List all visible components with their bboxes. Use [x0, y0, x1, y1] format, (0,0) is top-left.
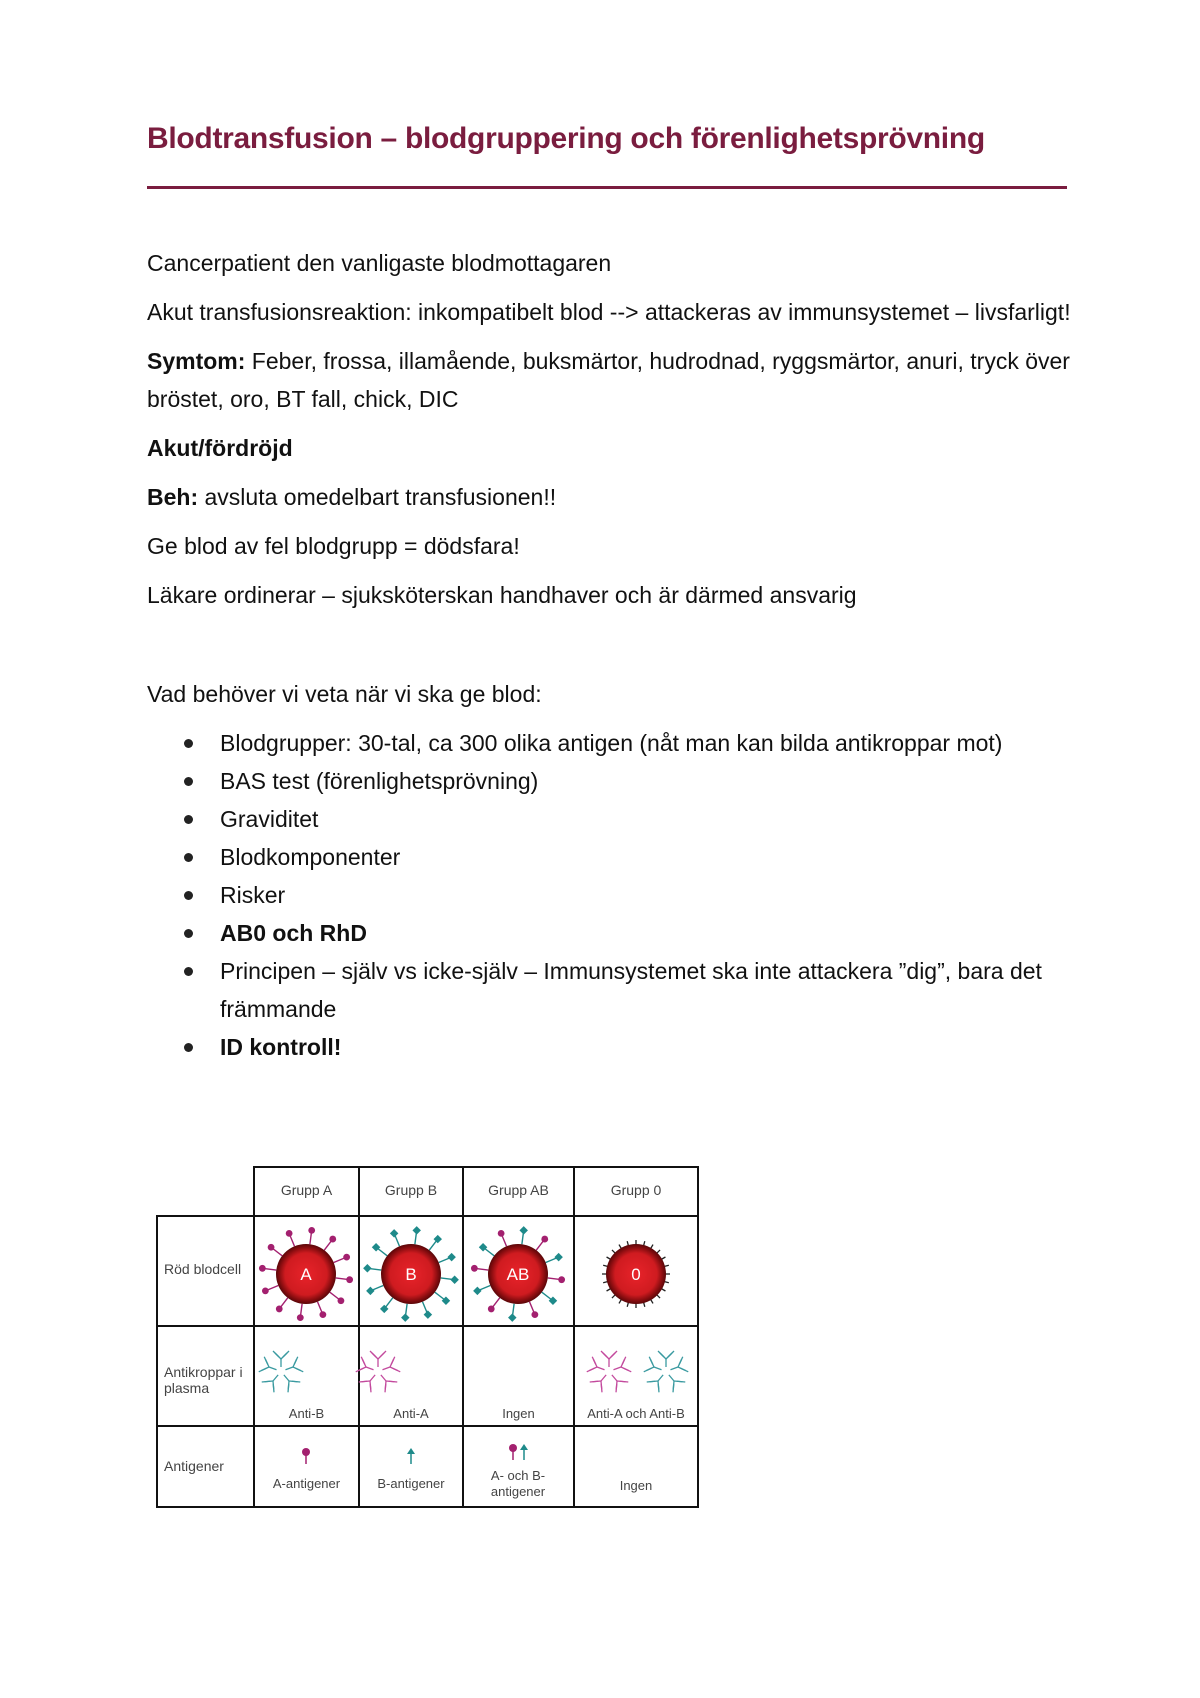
antibody-icon [658, 1351, 674, 1367]
b-antigen-icon [520, 1444, 528, 1450]
a-antigen-icon [262, 1287, 269, 1294]
a-antigen-icon [276, 1306, 283, 1313]
a-antigen-icon [268, 1244, 275, 1251]
bullet-icon [184, 815, 193, 824]
blood-cells-illustration [156, 1166, 706, 1516]
a-antigen-icon [558, 1276, 565, 1283]
bullet-icon [184, 777, 193, 786]
a-antigen-icon [509, 1444, 517, 1452]
cell-letter: B [405, 1265, 417, 1284]
cell-letter: 0 [631, 1265, 641, 1284]
column-header-group-a: Grupp A [280, 1182, 333, 1198]
b-antigen-icon [366, 1287, 374, 1295]
antibody-icon [359, 1370, 382, 1393]
b-antigen-icon [424, 1310, 432, 1318]
b-antigen-icon [412, 1226, 420, 1234]
a-antigen-icon [338, 1297, 345, 1304]
b-antigen-icon [390, 1229, 398, 1237]
antibody-icon [644, 1357, 665, 1378]
list-item: Graviditet [147, 800, 1077, 838]
bullet-icon [184, 891, 193, 900]
list-item: AB0 och RhD [147, 914, 1077, 952]
antibody-icon [380, 1357, 401, 1378]
b-antigen-icon [401, 1313, 409, 1321]
a-antigen-icon [329, 1236, 336, 1243]
a-antigen-icon [302, 1448, 310, 1456]
a-antigen-icon [343, 1254, 350, 1261]
antigen-label-a: A-antigener [272, 1476, 341, 1491]
symptoms-text: Feber, frossa, illamående, buksmärtor, hudrodnad, ryggsmärtor, anuri, tryck över bröstet, oro, BT fall, chick, DIC [147, 348, 1070, 412]
title-divider [147, 186, 1067, 189]
bullet-icon [184, 739, 193, 748]
cell-letter: A [300, 1265, 312, 1284]
antibody-icon [663, 1370, 686, 1393]
bullet-icon [184, 853, 193, 862]
row-label-red-cell: Röd blodcell [164, 1261, 242, 1277]
list-item: ID kontroll! [147, 1028, 1077, 1066]
antibody-label-a: Anti-B [288, 1406, 325, 1421]
a-antigen-icon [531, 1311, 538, 1318]
blood-group-figure [156, 1166, 706, 1516]
b-antigen-icon [363, 1264, 371, 1272]
paragraph-treatment [147, 478, 1077, 516]
antibody-icon [647, 1370, 670, 1393]
paragraph-recipient: Cancerpatient den vanligaste blodmottagaren [147, 250, 612, 276]
document-body [147, 244, 1077, 1066]
a-antigen-icon [259, 1265, 266, 1272]
a-antigen-icon [346, 1276, 353, 1283]
antibody-icon [370, 1351, 386, 1367]
list-item: Risker [147, 876, 1077, 914]
antibody-icon [606, 1370, 629, 1393]
paragraph-responsibility: Läkare ordinerar – sjuksköterskan handhaver och är därmed ansvarig [147, 582, 857, 608]
a-antigen-icon [498, 1230, 505, 1237]
spacer [147, 625, 1077, 675]
bullet-list [147, 724, 1077, 1066]
cell-letter: AB [506, 1265, 530, 1284]
b-antigen-icon [554, 1253, 562, 1261]
paragraph-symptoms [147, 342, 1077, 418]
a-antigen-icon [319, 1311, 326, 1318]
list-item: Blodkomponenter [147, 838, 1077, 876]
antibody-icon [356, 1357, 377, 1378]
antibody-icon [587, 1357, 608, 1378]
paragraph-acute-delayed: Akut/fördröjd [147, 435, 293, 461]
antibody-icon [668, 1357, 689, 1378]
antibody-icon [283, 1357, 304, 1378]
antibody-label-ab: Ingen [502, 1406, 535, 1421]
paragraph-wrong-blood: Ge blod av fel blodgrupp = dödsfara! [147, 533, 520, 559]
antigen-label-ab: A- och B- antigener [490, 1468, 546, 1499]
paragraph-what-to-know: Vad behöver vi veta när vi ska ge blod: [147, 681, 542, 707]
paragraph-acute-reaction: Akut transfusionsreaktion: inkompatibelt blod --> attackeras av immunsystemet – livsfarligt! [147, 299, 1071, 325]
antigen-label-b: B-antigener [377, 1476, 445, 1491]
row-label-antibodies: Antikroppar i plasma [164, 1364, 243, 1396]
b-antigen-icon [508, 1313, 516, 1321]
treatment-label: Beh: [147, 484, 199, 510]
column-header-group-b: Grupp B [384, 1182, 438, 1198]
antibody-label-b: Anti-A [393, 1406, 429, 1421]
column-header-group-ab: Grupp AB [488, 1182, 549, 1198]
treatment-text: avsluta omedelbart transfusionen!! [198, 484, 557, 510]
antibody-label-0: Anti-A och Anti-B [587, 1406, 685, 1421]
bullet-icon [184, 929, 193, 938]
page-title: Blodtransfusion – blodgruppering och förenlighetsprövning [147, 122, 985, 155]
row-label-antigens: Antigener [164, 1458, 224, 1474]
antibody-icon [590, 1370, 613, 1393]
b-antigen-icon [450, 1275, 458, 1283]
a-antigen-icon [286, 1230, 293, 1237]
bullet-icon [184, 1043, 193, 1052]
b-antigen-icon [447, 1253, 455, 1261]
a-antigen-icon [471, 1265, 478, 1272]
antibody-icon [273, 1351, 289, 1367]
column-header-group-0: Grupp 0 [610, 1182, 662, 1198]
antibody-icon [278, 1370, 301, 1393]
a-antigen-icon [541, 1236, 548, 1243]
antibody-icon [262, 1370, 285, 1393]
list-item: Blodgrupper: 30-tal, ca 300 olika antigen (nåt man kan bilda antikroppar mot) [147, 724, 1077, 762]
b-antigen-icon [473, 1287, 481, 1295]
b-antigen-icon [407, 1448, 415, 1454]
list-item: BAS test (förenlighetsprövning) [147, 762, 1077, 800]
antibody-icon [375, 1370, 398, 1393]
symptoms-label: Symtom: [147, 348, 246, 374]
antigen-label-0: Ingen [619, 1478, 653, 1493]
antibody-icon [601, 1351, 617, 1367]
b-antigen-icon [519, 1226, 527, 1234]
a-antigen-icon [297, 1314, 304, 1321]
a-antigen-icon [488, 1306, 495, 1313]
antibody-icon [259, 1357, 280, 1378]
list-item: Principen – själv vs icke-själv – Immunsystemet ska inte attackera ”dig”, bara det främmande [147, 952, 1077, 1028]
antibody-icon [611, 1357, 632, 1378]
bullet-icon [184, 967, 193, 976]
a-antigen-icon [308, 1227, 315, 1234]
